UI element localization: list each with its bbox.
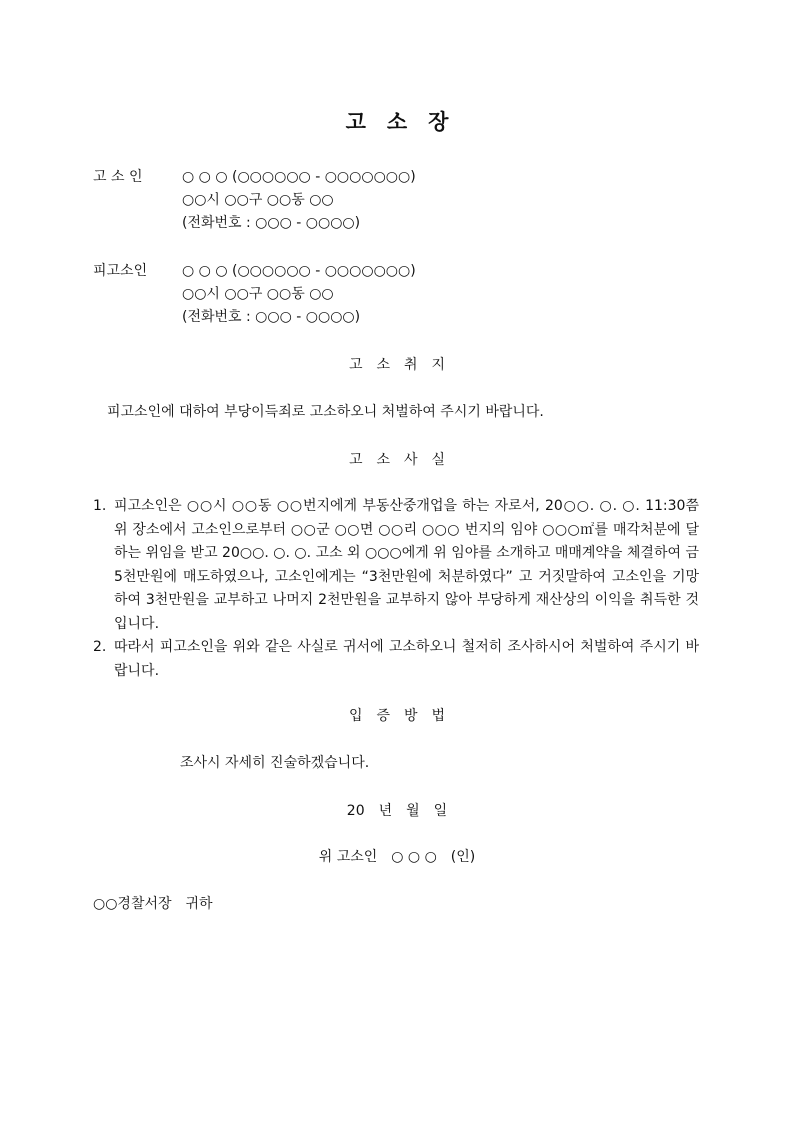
document-title: 고 소 장: [345, 110, 449, 134]
accused-address-line: ○○시 ○○구 ○○동 ○○: [182, 286, 334, 302]
signature-line: 위 고소인 ○ ○ ○ (인): [318, 849, 476, 865]
purpose-heading: 고 소 취 지: [348, 357, 446, 373]
facts-heading: 고 소 사 실: [348, 452, 446, 468]
evidence-text: 조사시 자세히 진술하겠습니다.: [180, 755, 370, 771]
fact-item-text: 피고소인은 ○○시 ○○동 ○○번지에게 부동산중개업을 하는 자로서, 20○○. ○. ○. 11:30쯤 위 장소에서 고소인으로부터 ○○군 ○○면 ○○리 ○○○ 번지의 임야 ○○○㎡를 매각처분에 달하는 위임을 받고 20○○. ○. ○. 고소 외 ○○○에게 위 임야를 소개하고 매매계약을 체결하여 금 5천만원에 매도하였으나, 고소인에게는 “3천만원에 처분하였다” 고 거짓말하여 고소인을 기망하여 3천만원을 교부하고 나머지 2천만원을 교부하지 않아 부당하게 재산상의 이익을 취득한 것입니다.: [114, 498, 699, 632]
fact-item-2: [93, 636, 699, 683]
addressee: ○○경찰서장 귀하: [93, 896, 213, 912]
complainant-label: 고 소 인: [93, 169, 143, 185]
fact-item-text: 따라서 피고소인을 위와 같은 사실로 귀서에 고소하오니 철저히 조사하시어 처벌하여 주시기 바랍니다.: [114, 639, 699, 679]
complainant-phone-line: (전화번호 : ○○○ - ○○○○): [182, 215, 361, 231]
complainant-name-line: ○ ○ ○ (○○○○○○ - ○○○○○○○): [182, 169, 416, 185]
purpose-text: 피고소인에 대하여 부당이득죄로 고소하오니 처벌하여 주시기 바랍니다.: [107, 404, 544, 420]
accused-label: 피고소인: [93, 263, 148, 279]
complainant-address-line: ○○시 ○○구 ○○동 ○○: [182, 192, 334, 208]
accused-name-line: ○ ○ ○ (○○○○○○ - ○○○○○○○): [182, 263, 416, 279]
evidence-heading: 입 증 방 법: [348, 708, 446, 724]
fact-item-number: 1.: [93, 498, 107, 514]
date-line: 20 년 월 일: [346, 803, 448, 819]
fact-item-number: 2.: [93, 639, 107, 655]
accused-phone-line: (전화번호 : ○○○ - ○○○○): [182, 309, 361, 325]
fact-item-1: [93, 495, 699, 637]
